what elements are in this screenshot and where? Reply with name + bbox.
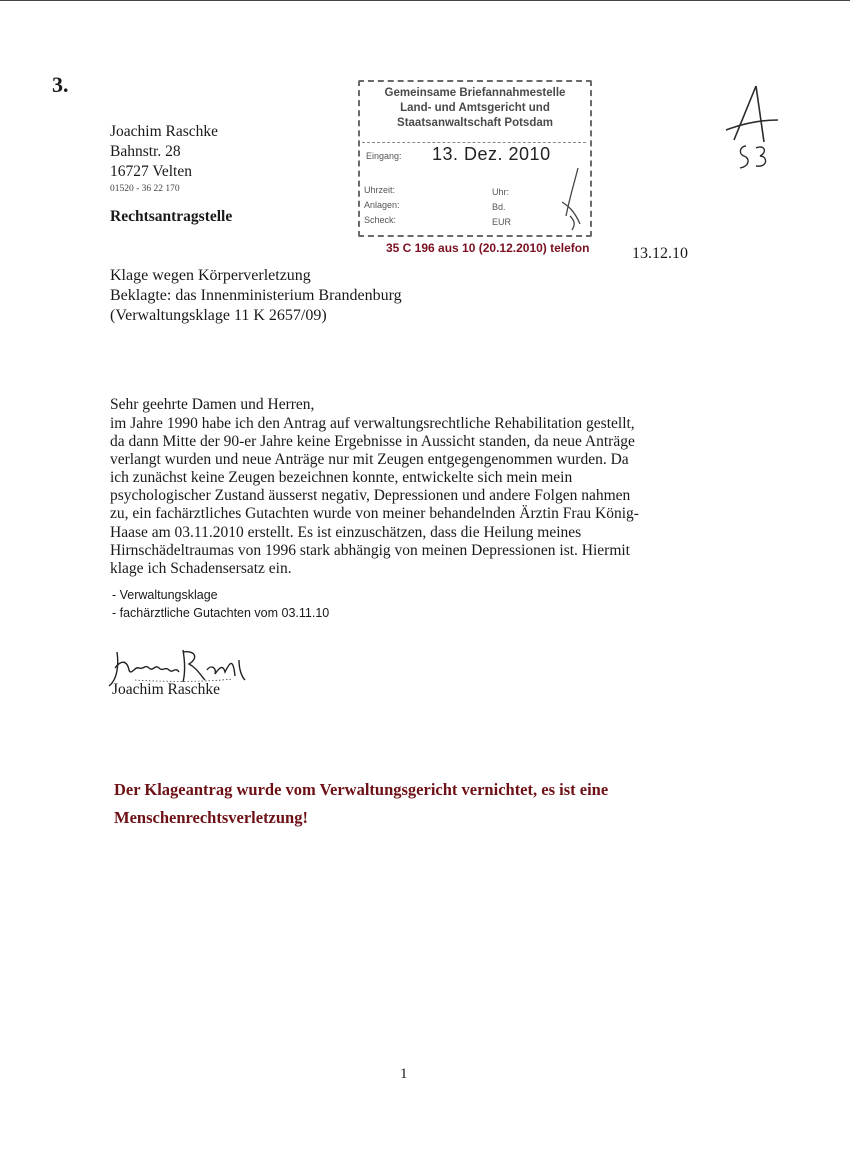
stamp-time-value-label: Uhr: (492, 187, 510, 197)
remark-line-1: Der Klageantrag wurde vom Verwaltungsgericht vernichtet, es ist eine (114, 780, 609, 799)
handwritten-file-mark (722, 80, 782, 180)
receipt-stamp (358, 80, 592, 237)
body-line: im Jahre 1990 habe ich den Antrag auf verwaltungsrechtliche Rehabilitation gestellt, (110, 415, 635, 432)
annotation-remark (114, 776, 734, 832)
signature-name: Joachim Raschke (112, 681, 221, 698)
stamp-check-label: Scheck: (364, 215, 397, 225)
sender-block (110, 122, 218, 196)
subject-line-2: Beklagte: das Innenministerium Brandenburg (110, 287, 402, 304)
subject-line-1: Klage wegen Körperverletzung (110, 267, 311, 284)
sender-city: 16727 Velten (110, 163, 192, 180)
body-line: klage ich Schadensersatz ein. (110, 559, 292, 577)
stamp-divider (362, 142, 586, 143)
body-line: Hirnschädeltraumas von 1996 stark abhängig von meinen Depressionen ist. Hiermit (110, 541, 630, 559)
stamp-attachments-label: Anlagen: (364, 200, 400, 210)
stamp-received-label: Eingang: (366, 151, 402, 161)
sender-phone: 01520 - 36 22 170 (110, 184, 180, 194)
body-line: verlangt wurden und neue Anträge nur mit Zeugen entgegengenommen wurden. Da (110, 451, 629, 469)
stamp-currency-label: EUR (492, 217, 512, 227)
attachment-item: - Verwaltungsklage (112, 588, 218, 602)
remark-line-2: Menschenrechtsverletzung! (114, 808, 308, 827)
subject-block (110, 266, 402, 326)
subject-line-3: (Verwaltungsklage 11 K 2657/09) (110, 307, 327, 324)
document-date: 13.12.10 (632, 245, 688, 262)
stamp-time-label: Uhrzeit: (364, 185, 396, 195)
sender-street: Bahnstr. 28 (110, 143, 181, 160)
stamp-line-2: Land- und Amtsgericht und (400, 102, 550, 114)
stamp-received-date: 13. Dez. 2010 (432, 144, 551, 164)
body-line: psychologischer Zustand äusserst negativ, Depressionen und andere Folgen nahmen (110, 487, 631, 505)
body-line: da dann Mitte der 90-er Jahre keine Ergebnisse in Aussicht standen, da neue Anträge (110, 433, 635, 451)
page-number: 1 (400, 1066, 408, 1082)
stamp-initials (556, 166, 586, 232)
page-marker: 3. (52, 72, 69, 97)
letter-body (110, 415, 690, 578)
stamp-line-1: Gemeinsame Briefannahmestelle (384, 87, 566, 99)
attachment-list (112, 586, 329, 622)
body-line: ich zunächst keine Zeugen bezeichnen konnte, entwickelte sich mein mein (110, 469, 573, 487)
sender-name: Joachim Raschke (110, 123, 219, 140)
body-line: zu, ein fachärztliches Gutachten wurde von meiner behandelnden Ärztin Frau König- (110, 505, 639, 523)
attachment-item: - fachärztliche Gutachten vom 03.11.10 (112, 606, 330, 620)
salutation: Sehr geehrte Damen und Herren, (110, 396, 315, 413)
stamp-volume-label: Bd. (492, 202, 506, 212)
recipient-office: Rechtsantragstelle (110, 208, 233, 225)
stamp-line-3: Staatsanwaltschaft Potsdam (397, 117, 553, 129)
body-line: Haase am 03.11.2010 erstellt. Es ist einzuschätzen, dass die Heilung meines (110, 523, 582, 541)
case-reference-note: 35 C 196 aus 10 (20.12.2010) telefon (386, 241, 590, 255)
page-top-edge (0, 0, 850, 1)
stamp-header (360, 86, 590, 131)
